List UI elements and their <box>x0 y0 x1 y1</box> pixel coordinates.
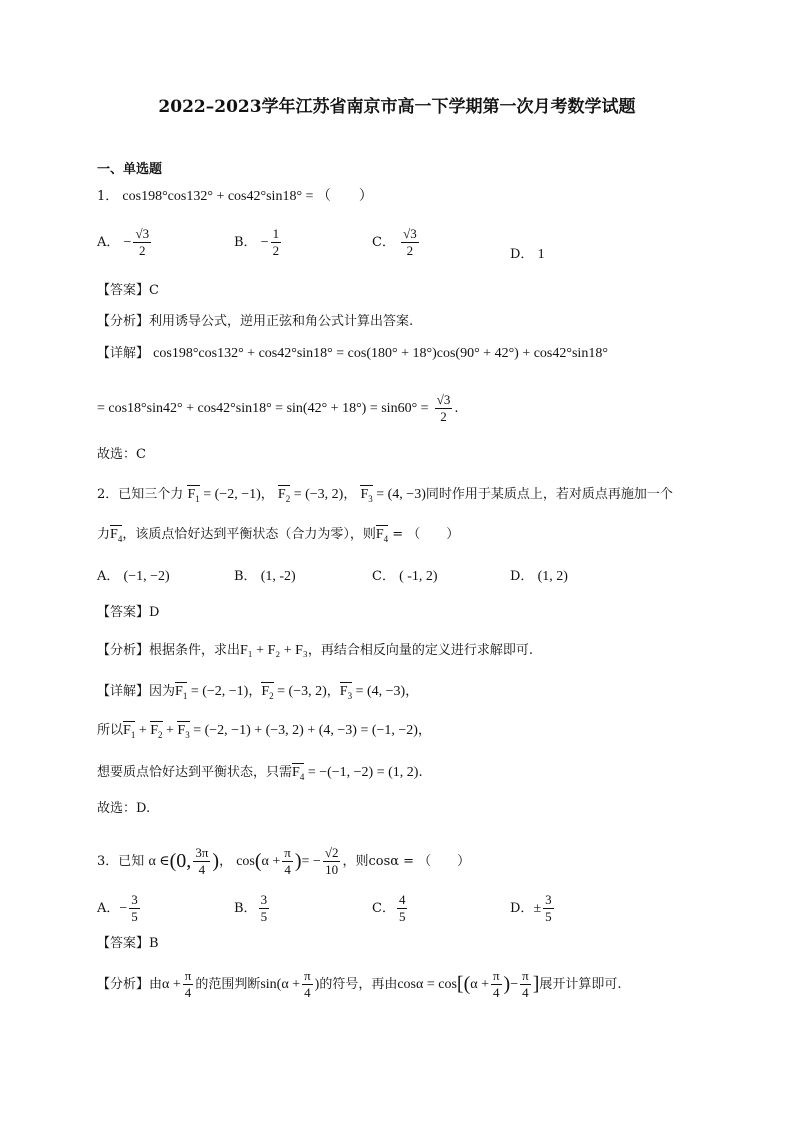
cos-expression: cosα = cos <box>397 977 457 992</box>
fraction <box>271 226 282 259</box>
numerator: π <box>184 968 192 983</box>
numerator: √3 <box>403 226 417 241</box>
q2-number: 2． <box>97 487 119 502</box>
vector-f2 <box>261 683 273 705</box>
text: ，该质点恰好达到平衡状态（合力为零），则 <box>122 527 376 542</box>
fraction <box>543 892 554 925</box>
vector-symbol: F <box>175 684 183 699</box>
alpha-plus: α + <box>470 977 489 992</box>
numerator: 3 <box>260 892 268 907</box>
numerator: π <box>522 968 529 983</box>
q1-stem <box>97 188 373 206</box>
equals-negative: = − <box>301 854 321 869</box>
q2-stem: 2．已知三个力 $F_1 = (-2$, −1)， $F_2 = (-3$, 2)， $F_3 = (4$, −3)同时作用于某质点上，若对质点再施加一个 <box>97 486 673 508</box>
option-label: D． <box>510 901 534 916</box>
text: ，再结合相反向量的定义进行求解即可. <box>307 643 533 658</box>
fraction <box>491 968 502 1001</box>
denominator: 5 <box>260 909 268 924</box>
numerator: 1 <box>272 226 280 241</box>
denominator: 5 <box>398 909 406 924</box>
vector-f1 <box>187 486 199 508</box>
denominator: 4 <box>522 985 529 1000</box>
subscript: 4 <box>299 771 305 782</box>
fraction <box>183 968 194 1001</box>
vector-f2 <box>278 486 290 508</box>
option-value: (1, 2) <box>537 569 568 584</box>
fraction <box>397 892 408 925</box>
denominator: 5 <box>131 909 138 924</box>
text: 已知 <box>118 854 145 869</box>
subscript: 3 <box>347 690 353 701</box>
fraction <box>520 968 531 1001</box>
text: ，则cosα = （ ） <box>342 854 471 869</box>
q3-stem: 3．已知 α ∈(0, $\frac{3\pi}{4}$ )， cos(α + $\frac{\pi}{4}$ )= − $\frac{√2}{10}$ ，则cosα = （ ） <box>97 845 471 877</box>
vector-value: = (−3, 2) <box>290 487 344 502</box>
result-expression: = −(−1, −2) = (1, 2) <box>304 765 419 780</box>
vector-symbol: F <box>177 723 186 738</box>
q1-detail-line2 <box>97 392 459 425</box>
option-label: D． <box>510 569 534 584</box>
text: 的范围判断 <box>195 977 261 992</box>
q2-want-line: 想要质点恰好达到平衡状态，只需$F_4 = -(-1$, −2) = (1, 2). <box>97 764 423 786</box>
q2-option-a <box>97 568 170 586</box>
q2-stem-line2 <box>97 526 459 548</box>
vector-f3 <box>177 722 189 744</box>
option-label: D． <box>510 247 534 262</box>
vector-f3 <box>340 683 352 705</box>
denominator: 2 <box>440 409 447 424</box>
vector-f4 <box>292 764 304 786</box>
alpha-in: α ∈ <box>148 854 170 869</box>
fraction <box>193 845 210 878</box>
subscript: 4 <box>117 533 123 544</box>
fraction <box>435 392 453 425</box>
option-value: (1, -2) <box>260 569 296 584</box>
vector-symbol: F <box>150 723 159 738</box>
q1-option-a <box>97 226 153 259</box>
vector-f4 <box>376 526 388 548</box>
detail-expression: = cos18°sin42° + cos42°sin18° = sin(42° + 18°) = sin60° = <box>97 401 429 416</box>
fraction <box>259 892 270 925</box>
vector-f1 <box>123 722 135 744</box>
vector-value: = (4, −3) <box>352 684 406 699</box>
q2-analysis <box>97 642 533 660</box>
q2-choose: 故选：D. <box>97 801 151 816</box>
vector-value: = (−2, −1) <box>199 487 261 502</box>
vector-symbol: F <box>110 527 118 542</box>
option-label: A． <box>97 235 120 250</box>
subscript: 2 <box>285 493 291 504</box>
q1-option-b <box>234 226 283 259</box>
text: 【详解】因为 <box>97 684 176 699</box>
sin-expression: sin(α + <box>260 977 301 992</box>
vector-symbol: F <box>187 487 196 502</box>
page-title: 2022–2023学年江苏省南京市高一下学期第一次月考数学试题 <box>158 97 636 117</box>
sign: − <box>119 901 128 916</box>
q3-option-d <box>510 892 556 925</box>
numerator: √3 <box>135 226 150 241</box>
option-value: (−1, −2) <box>123 569 170 584</box>
fraction <box>323 845 341 878</box>
sum-expression: = (−2, −1) + (−3, 2) + (4, −3) = (−1, −2) <box>189 723 418 738</box>
vector-symbol: F <box>261 684 270 699</box>
numerator: 3π <box>195 845 209 860</box>
numerator: √3 <box>436 392 451 407</box>
fraction <box>129 892 140 925</box>
numerator: π <box>284 845 291 860</box>
denominator: 5 <box>545 909 552 924</box>
vector-f1 <box>175 683 187 705</box>
q1-choose: 故选：C <box>97 447 146 462</box>
text: = （ ） <box>388 527 460 542</box>
subscript: 2 <box>158 729 163 740</box>
alpha-plus: α + <box>261 854 281 869</box>
q3-answer: 【答案】B <box>97 936 159 951</box>
numerator: 3 <box>545 892 552 907</box>
fraction <box>401 226 419 259</box>
subscript: 2 <box>269 690 274 701</box>
subscript: 1 <box>130 729 136 740</box>
option-label: B． <box>234 235 257 250</box>
cos-function: cos <box>236 854 255 869</box>
vector-symbol: F <box>292 765 300 780</box>
q1-option-d <box>510 246 545 264</box>
fraction <box>282 845 293 878</box>
option-label: C． <box>372 569 395 584</box>
q2-option-c <box>372 568 438 586</box>
numerator: √2 <box>324 845 339 860</box>
q1-answer: 【答案】C <box>97 283 159 298</box>
denominator: 4 <box>284 862 291 877</box>
vector-value: = (−3, 2) <box>273 684 327 699</box>
subscript: 4 <box>383 533 389 544</box>
option-label: B． <box>234 901 257 916</box>
subscript: 3 <box>185 729 190 740</box>
vector-symbol: F <box>123 723 131 738</box>
text: 同时作用于某质点上，若对质点再施加一个 <box>425 487 673 502</box>
numerator: π <box>304 968 311 983</box>
denominator: 2 <box>406 243 414 258</box>
vector-symbol: F <box>375 527 384 542</box>
period: . <box>454 401 459 416</box>
denominator: 4 <box>493 985 500 1000</box>
vector-value: = (4, −3) <box>372 487 426 502</box>
q2-option-d <box>510 568 568 586</box>
vector-symbol: F <box>339 684 348 699</box>
alpha-plus: α + <box>162 977 181 992</box>
option-label: A． <box>97 901 120 916</box>
sign: ± <box>533 901 542 916</box>
q1-detail <box>97 345 608 363</box>
fraction <box>133 226 151 259</box>
numerator: 4 <box>398 892 406 907</box>
denominator: 2 <box>139 243 146 258</box>
q2-answer: 【答案】D <box>97 605 160 620</box>
q2-sum-line: 所以$F_1 + F_2 + F_3 = (-2$, −1) + (−3, 2) + (4, −3) = (−1, −2)， <box>97 722 431 744</box>
q3-number: 3． <box>97 854 119 869</box>
text: 想要质点恰好达到平衡状态，只需 <box>97 765 293 780</box>
q3-analysis: 【分析】由α + $\frac{\pi}{4}$ 的范围判断sin(α + $\frac{\pi}{4}$ )的符号，再由cosα = cos[(α + $\frac{\pi}{4}$ )− $\frac{\pi}{4}$ ]展开计算即可. <box>97 968 622 1000</box>
vector-sum: F₁ + F₂ + F₃ <box>240 643 308 658</box>
vector-f4 <box>110 526 122 548</box>
q1-number: 1． <box>97 189 119 204</box>
subscript: 1 <box>195 493 200 504</box>
option-label: A． <box>97 569 120 584</box>
subscript: 3 <box>368 493 373 504</box>
vector-f2 <box>150 722 162 744</box>
denominator: 10 <box>325 862 339 877</box>
text: 所以 <box>97 723 124 738</box>
vector-value: = (−2, −1) <box>187 684 249 699</box>
option-label: B． <box>234 569 257 584</box>
q3-option-b <box>234 892 271 925</box>
denominator: 4 <box>304 985 311 1000</box>
text: 已知三个力 <box>118 487 184 502</box>
q2-option-b <box>234 568 296 586</box>
option-value: 1 <box>537 247 545 262</box>
detail-label: 【详解】 <box>97 346 150 361</box>
text: 展开计算即可. <box>539 977 622 992</box>
fraction <box>302 968 313 1001</box>
denominator: 4 <box>198 862 206 877</box>
subscript: 1 <box>182 690 188 701</box>
detail-expression: cos198°cos132° + cos42°sin18° = cos(180° + 18°)cos(90° + 42°) + cos42°sin18° <box>153 346 608 361</box>
vector-symbol: F <box>360 487 369 502</box>
text: 的符号，再由 <box>319 977 398 992</box>
numerator: 3 <box>131 892 138 907</box>
q2-detail: 【详解】因为$F_1 = (-2$, −1)，$F_2 = (-3$, 2)，$F_3 = (4$, −3)， <box>97 683 418 705</box>
option-value: ( -1, 2) <box>399 569 438 584</box>
denominator: 2 <box>272 243 280 258</box>
vector-symbol: F <box>277 487 286 502</box>
numerator: π <box>492 968 500 983</box>
denominator: 4 <box>184 985 192 1000</box>
q3-option-a <box>97 892 142 925</box>
q3-option-c <box>372 892 409 925</box>
vector-f3 <box>360 486 372 508</box>
q1-analysis: 【分析】利用诱导公式，逆用正弦和角公式计算出答案. <box>97 314 414 329</box>
section-heading: 一、单选题 <box>97 162 163 177</box>
option-label: C． <box>372 235 395 250</box>
sign: − <box>123 235 132 250</box>
text: 【分析】根据条件，求出 <box>97 643 241 658</box>
sign: − <box>260 235 269 250</box>
q1-expression: cos198°cos132° + cos42°sin18° = （ ） <box>122 189 373 204</box>
option-label: C． <box>372 901 395 916</box>
text: 【分析】由 <box>97 977 163 992</box>
text: 力 <box>97 527 111 542</box>
q1-option-c <box>372 226 421 259</box>
